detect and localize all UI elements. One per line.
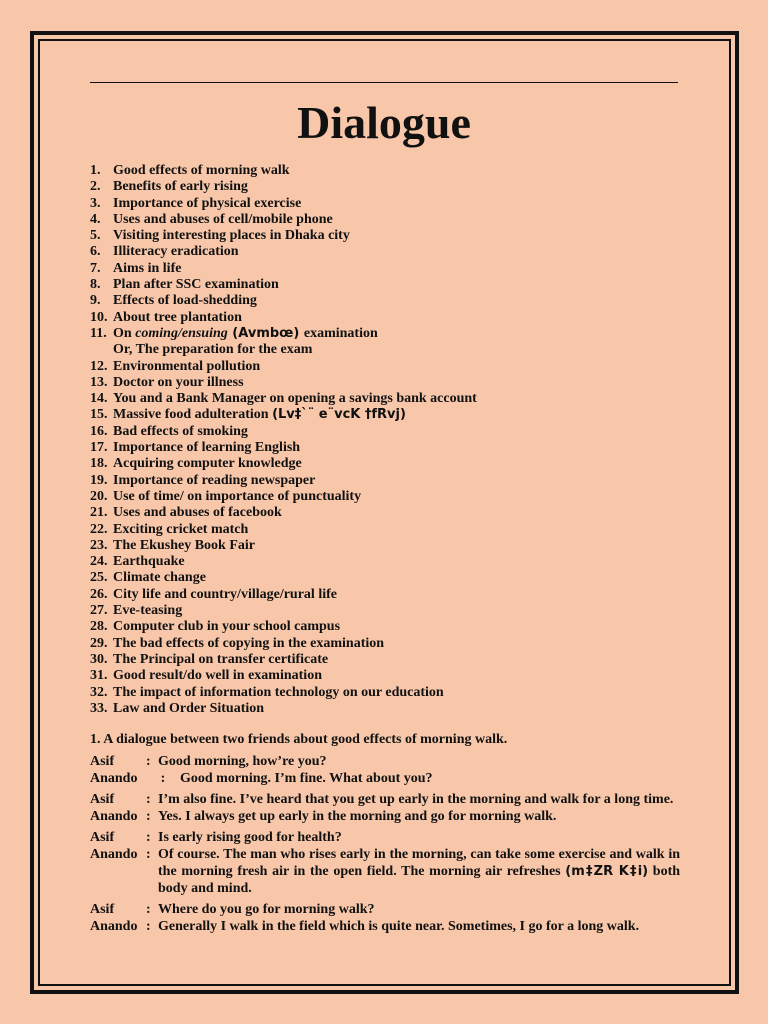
topic-text: On coming/ensuing (Avmbœ) examination: [113, 325, 378, 341]
topic-item: 21. Uses and abuses of facebook: [90, 505, 282, 521]
dialogue-turn: [90, 808, 680, 825]
topic-text: Climate change: [113, 570, 206, 586]
topic-text: Effects of load-shedding: [113, 293, 257, 309]
topic-text: Bad effects of smoking: [113, 423, 248, 439]
topic-text: You and a Bank Manager on opening a savings bank account: [113, 391, 477, 407]
topic-item: 20. Use of time/ on importance of punctuality: [90, 488, 362, 504]
speaker-name: Asif: [90, 902, 115, 917]
topic-item: 22. Exciting cricket match: [90, 521, 249, 537]
dialogue-turn: [90, 901, 680, 918]
topic-item: 3. Importance of physical exercise: [90, 195, 302, 211]
topic-item: 2. Benefits of early rising: [90, 179, 248, 195]
speaker-name: Anando: [90, 919, 138, 934]
dialogue-turn: [90, 770, 680, 787]
speaker-colon: :: [160, 771, 166, 786]
speaker-colon: :: [146, 792, 151, 807]
topic-text: Illiteracy eradication: [113, 244, 239, 260]
dialogue-line: Good morning, how’re you?: [158, 754, 327, 769]
topic-text: Exciting cricket match: [113, 521, 249, 537]
topic-text: City life and country/village/rural life: [113, 586, 337, 602]
dialogue-turn: [90, 846, 680, 897]
top-rule: [90, 82, 678, 83]
speaker-name: Asif: [90, 830, 115, 845]
topic-item: 10. About tree plantation: [90, 309, 242, 325]
topic-item: 16. Bad effects of smoking: [90, 423, 248, 439]
topic-item: 15. Massive food adulteration (Lv‡`¨ e¨vcK †fRvj): [90, 407, 406, 423]
topic-item: 26. City life and country/village/rural life: [90, 586, 337, 602]
dialogue-turn: [90, 829, 680, 846]
topic-item: 7. Aims in life: [90, 260, 182, 276]
topic-item: 28. Computer club in your school campus: [90, 619, 341, 635]
topic-text: Eve-teasing: [113, 603, 183, 619]
topic-item: 1. Good effects of morning walk: [90, 163, 290, 178]
speaker-colon: :: [146, 919, 151, 934]
topic-text: Use of time/ on importance of punctuality: [113, 488, 362, 504]
topic-text: Uses and abuses of cell/mobile phone: [113, 211, 333, 227]
dialogue-line: Yes. I always get up early in the morning and go for morning walk.: [158, 809, 557, 824]
topic-text: Good effects of morning walk: [113, 163, 290, 178]
topic-text: About tree plantation: [113, 309, 242, 325]
topic-text: Visiting interesting places in Dhaka city: [113, 228, 350, 244]
speaker-name: Anando: [90, 771, 138, 786]
topic-text: Aims in life: [113, 260, 182, 276]
topic-text: Acquiring computer knowledge: [113, 456, 302, 472]
topic-text: The bad effects of copying in the examination: [113, 635, 385, 651]
topic-text: Importance of physical exercise: [113, 195, 302, 211]
dialogue-turn: [90, 918, 680, 935]
dialogue-line: Is early rising good for health?: [158, 830, 342, 845]
topic-item: 6. Illiteracy eradication: [90, 244, 239, 260]
topic-item: 24. Earthquake: [90, 554, 185, 570]
topic-list: [90, 163, 690, 717]
dialogue-heading: 1. A dialogue between two friends about good effects of morning walk.: [90, 732, 508, 747]
dialogue-block: [90, 753, 680, 935]
topic-item: 17. Importance of learning English: [90, 440, 301, 456]
speaker-colon: :: [146, 902, 151, 917]
topic-text: Plan after SSC examination: [113, 277, 279, 293]
topic-text: Earthquake: [113, 554, 185, 570]
speaker-name: Asif: [90, 792, 115, 807]
speaker-colon: :: [146, 754, 151, 769]
topic-text: Importance of reading newspaper: [113, 472, 316, 488]
topic-text: Computer club in your school campus: [113, 619, 341, 635]
topic-text: Good result/do well in examination: [113, 668, 322, 684]
topic-text: The Ekushey Book Fair: [113, 537, 255, 553]
topic-text: Or, The preparation for the exam: [113, 342, 313, 358]
topic-item: 32. The impact of information technology on our education: [90, 684, 444, 700]
dialogue-turn: [90, 791, 680, 808]
topic-text: The impact of information technology on our education: [113, 684, 444, 700]
topic-text: Doctor on your illness: [113, 374, 244, 390]
topic-text: Environmental pollution: [113, 358, 261, 374]
topic-text: The Principal on transfer certificate: [113, 651, 329, 667]
topic-item: 31. Good result/do well in examination: [90, 668, 322, 684]
topic-item: 19. Importance of reading newspaper: [90, 472, 316, 488]
dialogue-line: Good morning. I’m fine. What about you?: [180, 771, 433, 786]
topic-item: 23. The Ekushey Book Fair: [90, 537, 255, 553]
speaker-name: Asif: [90, 754, 115, 769]
topic-item: 12. Environmental pollution: [90, 358, 261, 374]
topic-item: 11. On coming/ensuing (Avmbœ) examination: [90, 325, 378, 341]
topic-text: Law and Order Situation: [113, 700, 265, 716]
speaker-name: Anando: [90, 809, 138, 824]
topic-text: Uses and abuses of facebook: [113, 505, 282, 521]
topic-item: 9. Effects of load-shedding: [90, 293, 257, 309]
speaker-colon: :: [146, 847, 151, 862]
dialogue-line: Generally I walk in the field which is quite near. Sometimes, I go for a long walk.: [158, 919, 640, 934]
topic-item: 18. Acquiring computer knowledge: [90, 456, 302, 472]
topic-item: 29. The bad effects of copying in the examination: [90, 635, 385, 651]
speaker-colon: :: [146, 809, 151, 824]
page-title: Dialogue: [297, 97, 471, 148]
topic-item: 8. Plan after SSC examination: [90, 277, 279, 293]
dialogue-line: Where do you go for morning walk?: [158, 902, 375, 917]
topic-item: 33. Law and Order Situation: [90, 700, 265, 716]
dialogue-turn: [90, 753, 680, 770]
topic-item: 30. The Principal on transfer certificate: [90, 651, 329, 667]
dialogue-line: I’m also fine. I’ve heard that you get up early in the morning and walk for a long time.: [158, 792, 674, 807]
speaker-name: Anando: [90, 847, 138, 862]
topic-item: [90, 342, 690, 358]
topic-text: Massive food adulteration (Lv‡`¨ e¨vcK †fRvj): [113, 407, 406, 423]
topic-item: 4. Uses and abuses of cell/mobile phone: [90, 211, 333, 227]
topic-text: Benefits of early rising: [113, 179, 248, 195]
topic-item: 25. Climate change: [90, 570, 206, 586]
speaker-colon: :: [146, 830, 151, 845]
dialogue-line: Of course. The man who rises early in the morning, can take some exercise and walk in the morning fresh air in the open field. The morning air refreshes (m‡ZR K‡i) both body and mind.: [158, 847, 681, 896]
topic-item: 5. Visiting interesting places in Dhaka city: [90, 228, 350, 244]
topic-item: 27. Eve-teasing: [90, 603, 183, 619]
topic-item: 14. You and a Bank Manager on opening a savings bank account: [90, 391, 477, 407]
topic-item: 13. Doctor on your illness: [90, 374, 244, 390]
topic-text: Importance of learning English: [113, 440, 301, 456]
